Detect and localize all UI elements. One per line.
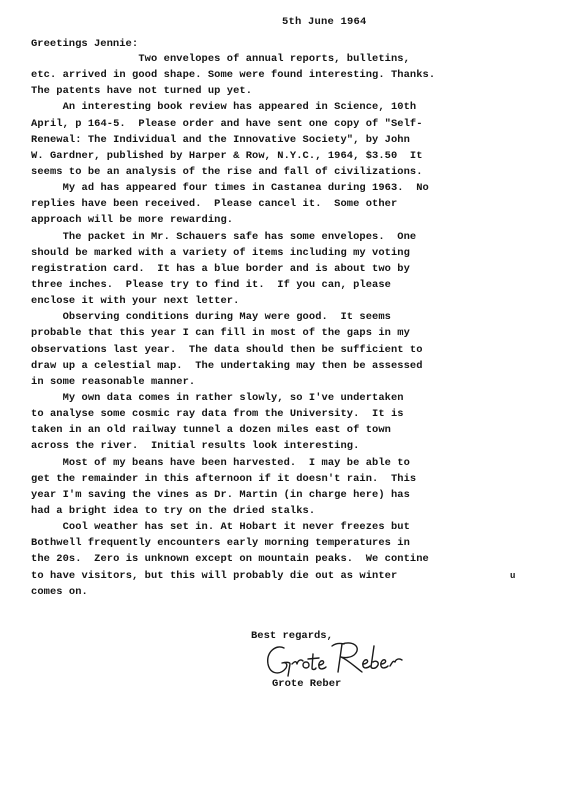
letter-line: My own data comes in rather slowly, so I've undertaken (31, 391, 404, 404)
letter-line: seems to be an analysis of the rise and fall of civilizations. (31, 165, 423, 178)
letter-line: Cool weather has set in. At Hobart it never freezes but (31, 521, 410, 534)
letter-line: across the river. Initial results look interesting. (31, 440, 360, 453)
letter-line: should be marked with a variety of items including my voting (31, 246, 410, 259)
letter-line: My ad has appeared four times in Castanea during 1963. No (31, 182, 429, 195)
letter-line: draw up a celestial map. The undertaking may then be assessed (31, 359, 423, 372)
letter-line: Most of my beans have been harvested. I may be able to (31, 456, 410, 469)
letter-line: to analyse some cosmic ray data from the University. It is (31, 408, 404, 421)
letter-line: year I'm saving the vines as Dr. Martin (in charge here) has (31, 488, 410, 501)
letter-line: approach will be more rewarding. (31, 214, 234, 227)
letter-line: the 20s. Zero is unknown except on mountain peaks. We contine (31, 553, 429, 566)
letter-line: etc. arrived in good shape. Some were found interesting. Thanks. (31, 69, 436, 82)
letter-line: W. Gardner, published by Harper & Row, N.Y.C., 1964, $3.50 It (31, 149, 423, 162)
closing: Best regards, (251, 630, 333, 642)
letter-line: The patents have not turned up yet. (31, 85, 253, 98)
typed-signature-name: Grote Reber (272, 678, 342, 690)
letter-body (31, 51, 571, 600)
letter-line: get the remainder in this afternoon if it doesn't rain. This (31, 472, 417, 485)
salutation: Greetings Jennie: (31, 38, 139, 50)
letter-line: taken in an old railway tunnel a dozen miles east of town (31, 424, 391, 437)
letter-line: Renewal: The Individual and the Innovative Society", by John (31, 133, 410, 146)
letter-line: registration card. It has a blue border and is about two by (31, 262, 410, 275)
letter-line: comes on. (31, 585, 88, 598)
letter-line: replies have been received. Please cancel it. Some other (31, 198, 398, 211)
letter-date: 5th June 1964 (282, 16, 367, 28)
letter-line: Two envelopes of annual reports, bulletins, (31, 53, 410, 65)
letter-line: in some reasonable manner. (31, 375, 196, 388)
letter-line: The packet in Mr. Schauers safe has some envelopes. One (31, 230, 417, 243)
letter-line: enclose it with your next letter. (31, 295, 240, 308)
handwritten-correction-mark: u (510, 571, 516, 581)
letter-line: probable that this year I can fill in most of the gaps in my (31, 327, 410, 340)
letter-line: An interesting book review has appeared in Science, 10th (31, 101, 417, 114)
letter-line: to have visitors, but this will probably die out as winter (31, 569, 398, 582)
letter-line: April, p 164-5. Please order and have sent one copy of "Self- (31, 117, 423, 130)
letter-line: Observing conditions during May were good. It seems (31, 311, 391, 324)
letter-line: three inches. Please try to find it. If you can, please (31, 278, 391, 291)
letter-line: observations last year. The data should then be sufficient to (31, 343, 423, 356)
letter-line: Bothwell frequently encounters early morning temperatures in (31, 537, 410, 550)
letter-line: had a bright idea to try on the dried stalks. (31, 504, 316, 517)
